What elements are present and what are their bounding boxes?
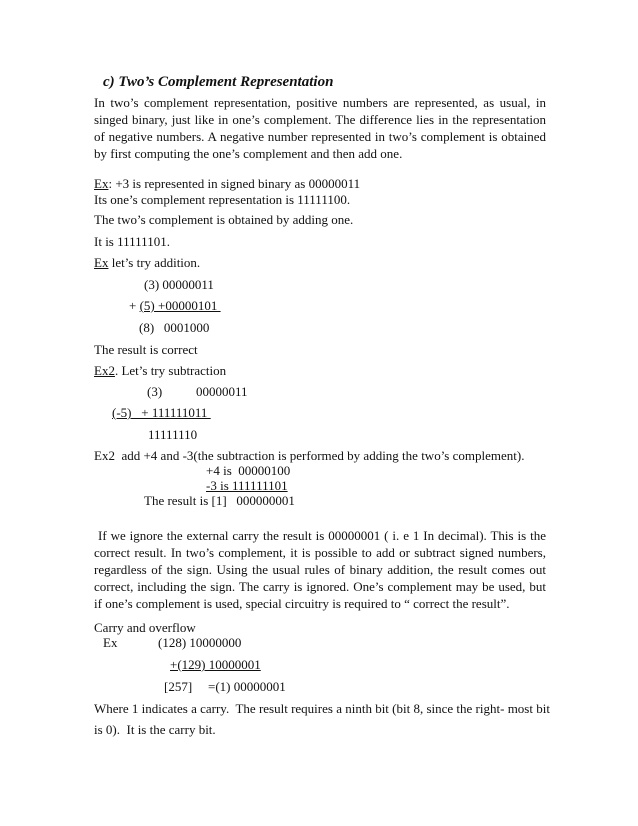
example2-line1: Ex2 add +4 and -3(the subtraction is performed by adding the two’s complement). <box>94 448 525 463</box>
subtraction-row1-b: 00000011 <box>196 384 248 399</box>
subtraction-label-text: . Let’s try subtraction <box>114 363 227 378</box>
carry-closing-2: is 0). It is the carry bit. <box>94 722 216 737</box>
addition-row3: (8) 0001000 <box>139 320 210 335</box>
explanation-paragraph: If we ignore the external carry the result is 00000001 ( i. e 1 In decimal). This is the correct result. In two’s complement, it is possible to add or subtract signed numbers, regardless of the sign. Using the usual rules of binary addition, the result comes out correct, including the sign. The carry is ignored. One’s complement may be used, but if one’s complement is used, special circuitry is required to “ correct the result”. <box>94 528 546 611</box>
carry-closing-1: Where 1 indicates a carry. The result requires a ninth bit (bit 8, since the right- most bit <box>94 701 550 716</box>
addition-row1: (3) 00000011 <box>144 277 214 292</box>
addition-label: Ex <box>94 255 109 270</box>
example1-line2: Its one’s complement representation is 11111100. <box>94 192 351 207</box>
addition-row2 <box>129 298 221 313</box>
subtraction-label: Ex2 <box>94 363 115 378</box>
addition-label-line <box>94 255 200 270</box>
example1-line1 <box>94 176 360 191</box>
example2-line3: -3 is 111111101 <box>206 478 288 493</box>
carry-title: Carry and overflow <box>94 620 196 635</box>
subtraction-row2: (-5) + 111111011 <box>112 405 211 420</box>
carry-ex-label: Ex <box>103 635 118 650</box>
intro-paragraph: In two’s complement representation, positive numbers are represented, as usual, in singed binary, just like in one’s complement. The difference lies in the representation of negative numbers. A negative number represented in two’s complement is obtained by first computing the one’s complement and then add one. <box>94 95 546 161</box>
subtraction-row3: 11111110 <box>148 427 198 442</box>
carry-row3-a: [257] <box>164 679 193 694</box>
section-heading: c) Two’s Complement Representation <box>103 74 334 90</box>
example2-line4: The result is [1] 000000001 <box>144 493 295 508</box>
example-label: Ex <box>94 176 109 191</box>
carry-row1: (128) 10000000 <box>158 635 242 650</box>
addition-row2-value: (5) +00000101 <box>139 298 221 313</box>
carry-row3-b: =(1) 00000001 <box>208 679 286 694</box>
example1-text: : +3 is represented in signed binary as 00000011 <box>108 176 361 191</box>
example2-line2: +4 is 00000100 <box>206 463 291 478</box>
example1-line4: It is 11111101. <box>94 234 170 249</box>
example1-line3: The two’s complement is obtained by adding one. <box>94 212 354 227</box>
subtraction-label-line <box>94 363 226 378</box>
addition-label-text: let’s try addition. <box>108 255 201 270</box>
addition-result: The result is correct <box>94 342 198 357</box>
carry-row2: +(129) 10000001 <box>170 657 261 672</box>
addition-plus: + <box>129 298 140 313</box>
subtraction-row1-a: (3) <box>147 384 163 399</box>
